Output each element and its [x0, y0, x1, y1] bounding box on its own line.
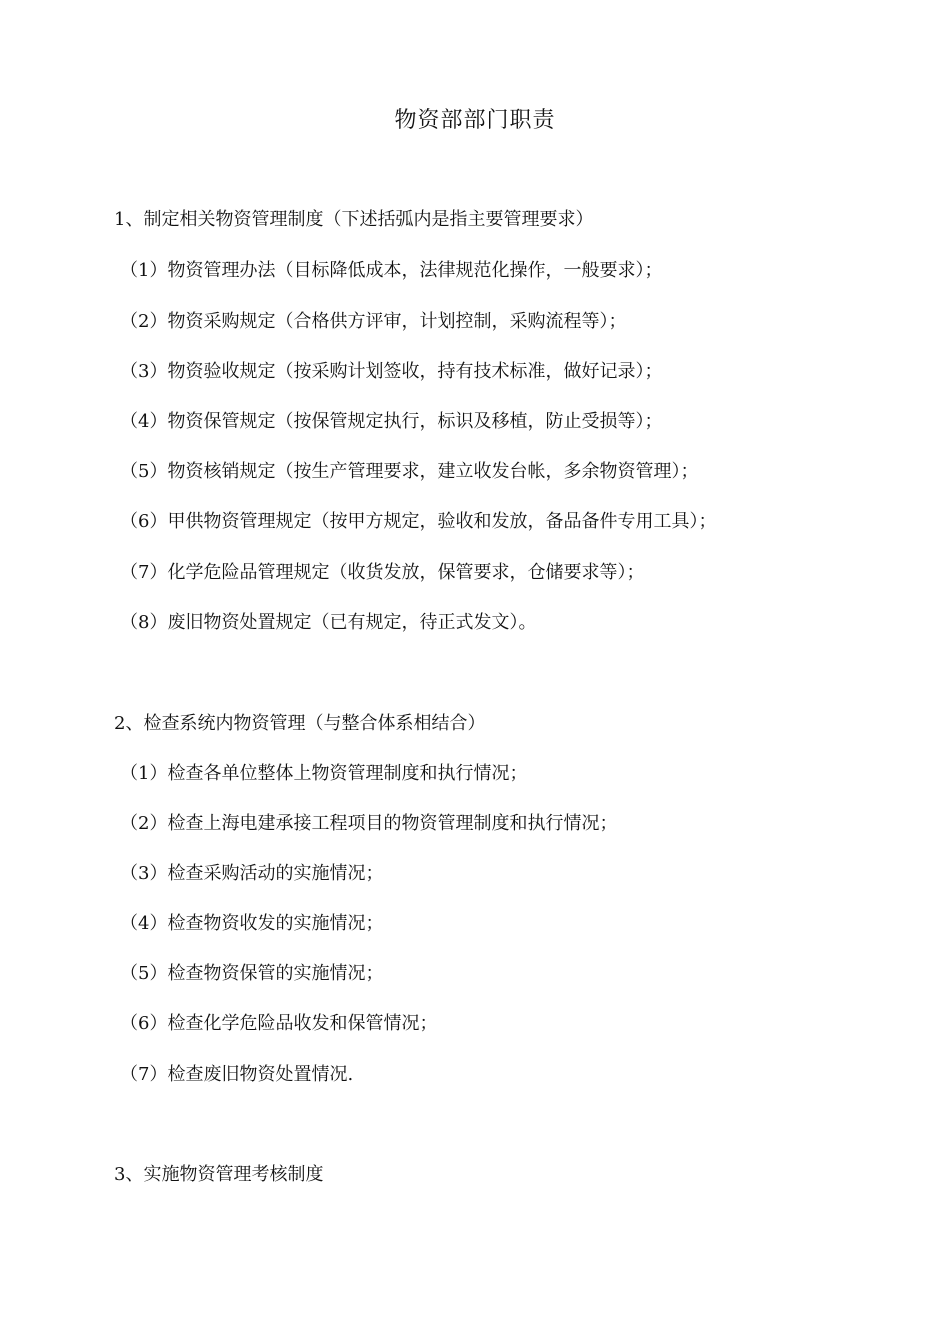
- document-title: 物资部部门职责: [394, 108, 556, 133]
- section-2-heading: 2、检查系统内物资管理（与整合体系相结合）: [114, 713, 486, 734]
- section-2-item-3: （3）检查采购活动的实施情况；: [120, 863, 384, 884]
- section-2-item-7: （7）检查废旧物资处置情况.: [120, 1064, 354, 1085]
- section-1-item-8: （8）废旧物资处置规定（已有规定，待正式发文）。: [120, 612, 537, 633]
- section-1-item-3: （3）物资验收规定（按采购计划签收，持有技术标准，做好记录）；: [120, 361, 663, 382]
- section-3-heading: 3、实施物资管理考核制度: [114, 1164, 324, 1185]
- section-2-item-5: （5）检查物资保管的实施情况；: [120, 963, 384, 984]
- section-1-item-7: （7）化学危险品管理规定（收货发放，保管要求，仓储要求等）；: [120, 562, 645, 583]
- section-2-item-1: （1）检查各单位整体上物资管理制度和执行情况；: [120, 763, 528, 784]
- section-2-item-6: （6）检查化学危险品收发和保管情况；: [120, 1013, 438, 1034]
- section-1-heading: 1、制定相关物资管理制度（下述括弧内是指主要管理要求）: [114, 209, 594, 230]
- section-1-item-5: （5）物资核销规定（按生产管理要求，建立收发台帐，多余物资管理）；: [120, 461, 699, 482]
- section-2-item-2: （2）检查上海电建承接工程项目的物资管理制度和执行情况；: [120, 813, 618, 834]
- section-1-item-4: （4）物资保管规定（按保管规定执行，标识及移植，防止受损等）；: [120, 411, 663, 432]
- section-1-item-6: （6）甲供物资管理规定（按甲方规定，验收和发放，备品备件专用工具）；: [120, 511, 717, 532]
- section-2-item-4: （4）检查物资收发的实施情况；: [120, 913, 384, 934]
- section-1-item-2: （2）物资采购规定（合格供方评审，计划控制，采购流程等）；: [120, 311, 627, 332]
- section-1-item-1: （1）物资管理办法（目标降低成本，法律规范化操作，一般要求）；: [120, 260, 663, 281]
